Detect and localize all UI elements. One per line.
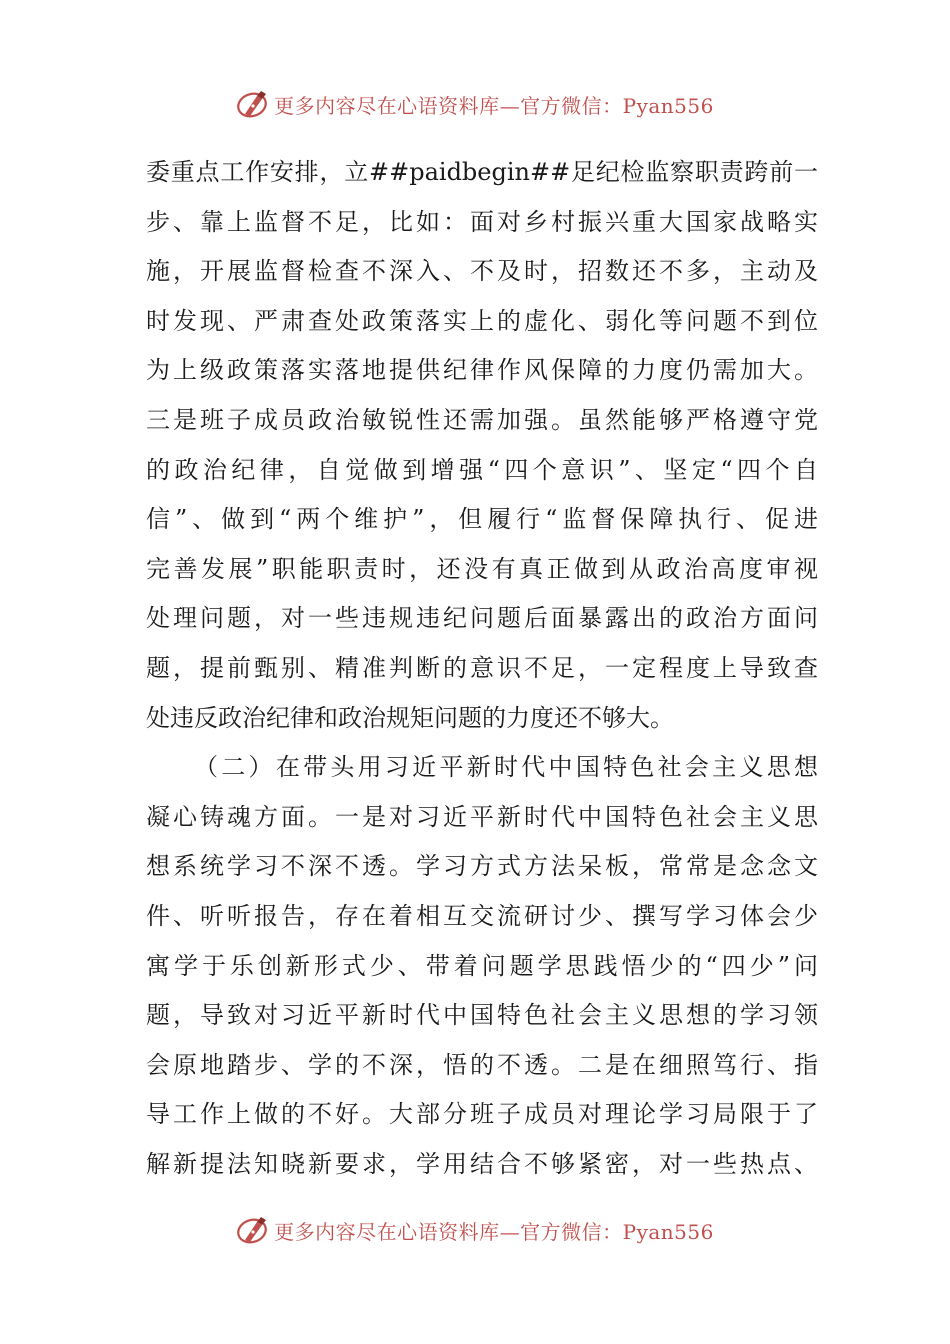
text-line: 信”、做到“两个维护”，但履行“监督保障执行、促进	[146, 505, 818, 534]
text-line: 委重点工作安排，立##paidbegin##足纪检监察职责跨前一	[146, 158, 818, 186]
pen-nib-logo-icon	[236, 87, 270, 121]
text-line: 件、听听报告，存在着相互交流研讨少、撰写学习体会少	[146, 901, 818, 930]
text-line: 题，导致对习近平新时代中国特色社会主义思想的学习领	[146, 1001, 818, 1030]
text-line: 为上级政策落实落地提供纪律作风保障的力度仍需加大。	[146, 356, 818, 385]
paragraph-start-line: （二）在带头用习近平新时代中国特色社会主义思想	[194, 753, 818, 782]
text-line: 处理问题，对一些违规违纪问题后面暴露出的政治方面问	[146, 604, 818, 633]
text-line: 题，提前甄别、精准判断的意识不足，一定程度上导致查	[146, 653, 818, 682]
text-line: 会原地踏步、学的不深，悟的不透。二是在细照笃行、指	[146, 1050, 818, 1079]
text-line: 凝心铸魂方面。一是对习近平新时代中国特色社会主义思	[146, 802, 818, 831]
text-line: 导工作上做的不好。大部分班子成员对理论学习局限于了	[146, 1100, 818, 1129]
text-line: 的政治纪律，自觉做到增强“四个意识”、坚定“四个自	[146, 455, 818, 484]
paragraph-end-line: 处违反政治纪律和政治规矩问题的力度还不够大。	[146, 703, 674, 732]
pen-nib-logo-icon	[236, 1213, 270, 1247]
text-line: 完善发展”职能职责时，还没有真正做到从政治高度审视	[146, 554, 818, 583]
text-line: 三是班子成员政治敏锐性还需加强。虽然能够严格遵守党	[146, 405, 818, 434]
header-banner	[0, 84, 950, 124]
text-line: 时发现、严肃查处政策落实上的虚化、弱化等问题不到位	[146, 306, 818, 335]
text-line: 施，开展监督检查不深入、不及时，招数还不多，主动及	[146, 257, 818, 286]
footer-banner-text: 更多内容尽在心语资料库—官方微信：Pyan556	[274, 1219, 714, 1244]
header-banner-text: 更多内容尽在心语资料库—官方微信：Pyan556	[274, 93, 714, 118]
document-body	[146, 148, 818, 1189]
text-line: 步、靠上监督不足，比如：面对乡村振兴重大国家战略实	[146, 207, 818, 236]
footer-banner	[0, 1210, 950, 1250]
text-line: 想系统学习不深不透。学习方式方法呆板，常常是念念文	[146, 852, 818, 881]
text-line: 寓学于乐创新形式少、带着问题学思践悟少的“四少”问	[146, 951, 818, 980]
text-line: 解新提法知晓新要求，学用结合不够紧密，对一些热点、	[146, 1149, 818, 1178]
